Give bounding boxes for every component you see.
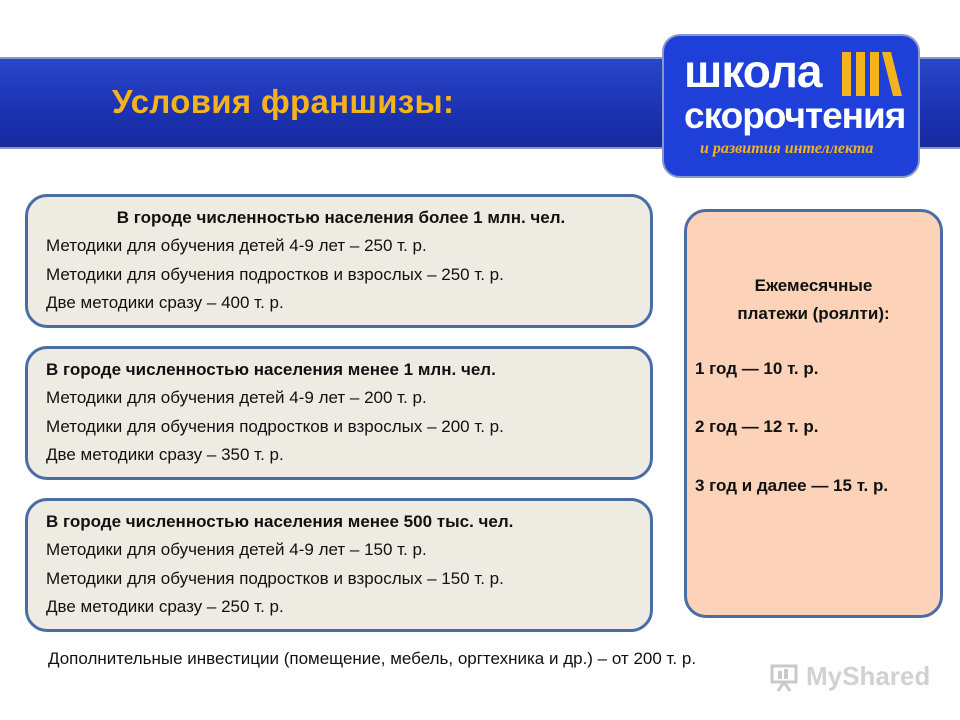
school-logo <box>662 34 920 178</box>
presentation-icon <box>770 660 800 692</box>
card-line: Две методики сразу – 350 т. р. <box>46 445 284 464</box>
royalty-year-2: 2 год — 12 т. р. <box>695 417 819 436</box>
watermark <box>770 660 930 692</box>
pricing-card-under-1m <box>25 346 653 480</box>
watermark-text: MyShared <box>806 661 931 691</box>
card-heading: В городе численностью населения менее 500 тыс. чел. <box>46 512 514 531</box>
card-heading: В городе численностью населения более 1 млн. чел. <box>116 208 566 227</box>
royalty-title-line-1: Ежемесячные <box>754 276 873 295</box>
card-line: Две методики сразу – 400 т. р. <box>46 293 284 312</box>
pricing-card-under-500k <box>25 498 653 632</box>
card-heading: В городе численностью населения менее 1 млн. чел. <box>46 360 496 379</box>
pricing-card-over-1m <box>25 194 653 328</box>
logo-line-3: и развития интеллекта <box>700 140 874 157</box>
card-line: Методики для обучения подростков и взрослых – 150 т. р. <box>46 568 504 588</box>
royalty-title-line-2: платежи (роялти): <box>737 304 890 323</box>
royalty-year-3: 3 год и далее — 15 т. р. <box>695 476 889 495</box>
royalty-panel <box>684 209 943 618</box>
card-line: Методики для обучения подростков и взрослых – 250 т. р. <box>46 264 504 284</box>
card-line: Две методики сразу – 250 т. р. <box>46 597 284 616</box>
logo-bars-icon <box>842 50 902 96</box>
page-title: Условия франшизы: <box>112 83 455 120</box>
card-line: Методики для обучения подростков и взрослых – 200 т. р. <box>46 416 504 436</box>
royalty-year-1: 1 год — 10 т. р. <box>695 359 819 378</box>
logo-line-1: школа <box>684 45 822 97</box>
card-line: Методики для обучения детей 4-9 лет – 250 т. р. <box>46 236 427 255</box>
logo-line-2: скорочтения <box>684 95 906 136</box>
card-line: Методики для обучения детей 4-9 лет – 150 т. р. <box>46 540 427 559</box>
additional-investment-note: Дополнительные инвестиции (помещение, мебель, оргтехника и др.) – от 200 т. р. <box>48 649 697 668</box>
royalty-title <box>687 272 940 328</box>
card-line: Методики для обучения детей 4-9 лет – 200 т. р. <box>46 388 427 407</box>
